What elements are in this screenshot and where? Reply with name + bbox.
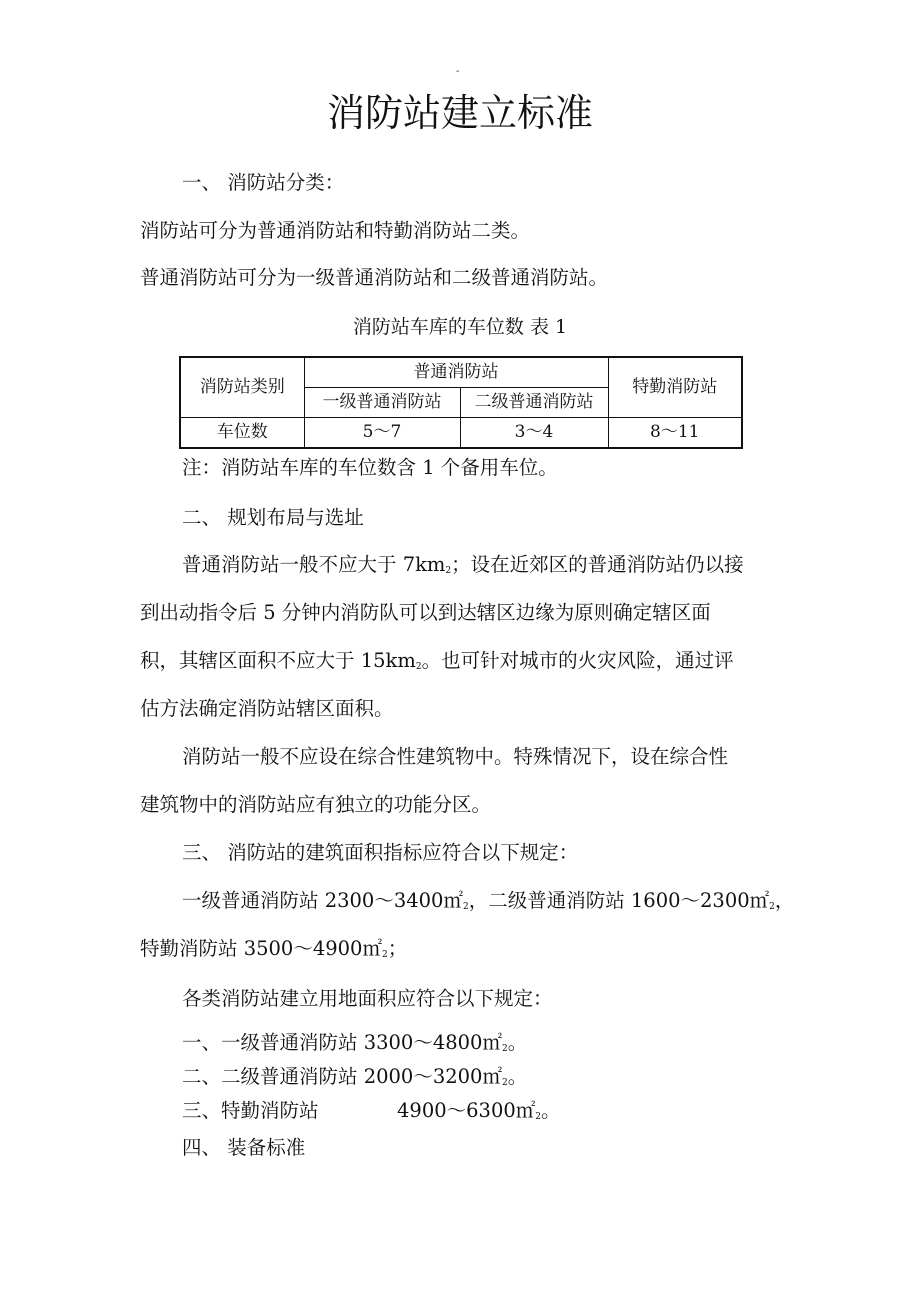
- paragraph-6: 各类消防站建立用地面积应符合以下规定：: [182, 987, 553, 1010]
- text-span: 三、特勤消防站: [182, 1099, 319, 1122]
- text-span: ，: [774, 889, 795, 912]
- table-note: 注：消防站车库的车位数含 1 个备用车位。: [182, 456, 558, 479]
- superscript-2: 2: [501, 1044, 508, 1054]
- paragraph-4-line-1: 消防站一般不应设在综合性建筑物中。特殊情况下，设在综合性: [182, 745, 729, 768]
- paragraph-2: 普通消防站可分为一级普通消防站和二级普通消防站。: [140, 266, 609, 289]
- table-row-label: 车位数: [180, 417, 304, 448]
- superscript-2: 2: [462, 902, 469, 912]
- paragraph-1: 消防站可分为普通消防站和特勤消防站二类。: [140, 219, 531, 242]
- list-item-3: [182, 1099, 319, 1123]
- parking-spaces-table: [179, 356, 743, 449]
- paragraph-4-line-2: 建筑物中的消防站应有独立的功能分区。: [140, 793, 492, 816]
- list-item-2: [182, 1065, 527, 1095]
- text-span: 一、一级普通消防站 3300～4800㎡: [182, 1031, 502, 1054]
- text-span: 普通消防站一般不应大于 7km: [182, 553, 446, 576]
- table-header-level1: 一级普通消防站: [304, 387, 460, 417]
- table-header-level2: 二级普通消防站: [460, 387, 608, 417]
- paragraph-3-line-2: 到出动指令后 5 分钟内消防队可以到达辖区边缘为原则确定辖区面: [140, 601, 711, 624]
- text-span: ，二级普通消防站 1600～2300㎡: [468, 889, 770, 912]
- list-item-3-value: [397, 1099, 561, 1129]
- list-item-1: [182, 1031, 527, 1061]
- text-span: 。: [541, 1099, 561, 1122]
- superscript-2: 2: [535, 1112, 541, 1122]
- table-caption: 消防站车库的车位数 表 1: [352, 316, 568, 338]
- text-span: 一级普通消防站 2300～3400㎡: [182, 889, 463, 912]
- text-span: 。也可针对城市的火灾风险，通过评: [421, 649, 734, 672]
- table-cell-level2: 3～4: [460, 417, 608, 448]
- header-dash: -: [456, 66, 460, 77]
- document-title: 消防站建立标准: [326, 91, 593, 135]
- superscript-2: 2: [769, 902, 775, 912]
- table-header-type: 消防站类别: [180, 357, 304, 417]
- text-span: 。: [507, 1031, 528, 1054]
- text-span: 特勤消防站 3500～4900㎡: [140, 937, 382, 960]
- section-heading-1: 一、 消防站分类：: [182, 171, 345, 194]
- paragraph-3-line-4: 估方法确定消防站辖区面积。: [140, 697, 394, 720]
- text-span: 4900～6300㎡: [397, 1099, 536, 1122]
- text-span: ；: [387, 937, 408, 960]
- table-cell-special: 8～11: [608, 417, 742, 448]
- text-span: 二、二级普通消防站 2000～3200㎡: [182, 1065, 502, 1088]
- superscript-2: 2: [381, 950, 388, 960]
- text-span: 。: [507, 1065, 528, 1088]
- paragraph-3-line-3: [140, 649, 734, 679]
- superscript-2: 2: [445, 566, 452, 576]
- section-heading-2: 二、 规划布局与选址: [182, 506, 364, 529]
- paragraph-5-line-2: [140, 937, 407, 967]
- text-span: 积，其辖区面积不应大于 15km: [140, 649, 416, 672]
- section-heading-4: 四、 装备标准: [182, 1136, 306, 1159]
- section-heading-3: 三、 消防站的建筑面积指标应符合以下规定：: [182, 841, 579, 864]
- table-header-special: 特勤消防站: [608, 357, 742, 417]
- text-span: ；设在近郊区的普通消防站仍以接: [451, 553, 744, 576]
- table-header-normal: 普通消防站: [304, 357, 608, 387]
- table-cell-level1: 5～7: [304, 417, 460, 448]
- paragraph-5-line-1: [182, 889, 794, 919]
- paragraph-3-line-1: [182, 553, 744, 583]
- superscript-2: 2: [415, 662, 422, 672]
- superscript-2: 2: [501, 1078, 508, 1088]
